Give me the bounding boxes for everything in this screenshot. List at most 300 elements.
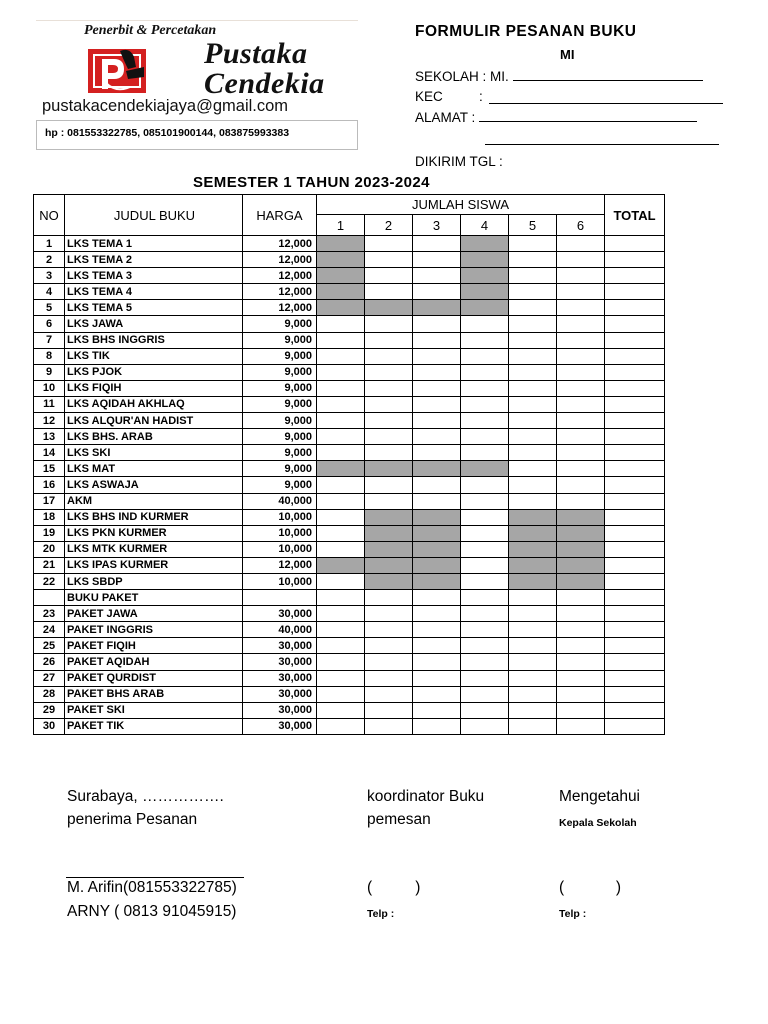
qty-cell-grade-6[interactable] (557, 252, 605, 268)
qty-cell-grade-4[interactable] (461, 606, 509, 622)
row-number: 9 (34, 364, 65, 380)
qty-cell-grade-1[interactable] (317, 348, 365, 364)
book-price: 9,000 (243, 380, 317, 396)
coordinator-signature[interactable]: ( ) (367, 879, 421, 896)
book-price: 30,000 (243, 686, 317, 702)
qty-cell-grade-3 (413, 541, 461, 557)
qty-cell-grade-2[interactable] (365, 493, 413, 509)
qty-cell-grade-3[interactable] (413, 284, 461, 300)
qty-cell-grade-2[interactable] (365, 268, 413, 284)
qty-cell-grade-1[interactable] (317, 396, 365, 412)
qty-cell-grade-2[interactable] (365, 670, 413, 686)
table-row (34, 332, 665, 348)
qty-cell-grade-4[interactable] (461, 332, 509, 348)
qty-cell-grade-2[interactable] (365, 686, 413, 702)
qty-cell-grade-6[interactable] (557, 413, 605, 429)
qty-cell-grade-5[interactable] (509, 380, 557, 396)
qty-cell-grade-2[interactable] (365, 252, 413, 268)
qty-cell-grade-3[interactable] (413, 638, 461, 654)
qty-cell-grade-6[interactable] (557, 445, 605, 461)
qty-cell-grade-6[interactable] (557, 364, 605, 380)
row-number: 20 (34, 541, 65, 557)
qty-cell-grade-5[interactable] (509, 429, 557, 445)
table-header-row (34, 195, 665, 215)
grade-header-3: 3 (413, 215, 461, 236)
row-total-cell[interactable] (605, 670, 665, 686)
qty-cell-grade-5[interactable] (509, 284, 557, 300)
qty-cell-grade-2[interactable] (365, 445, 413, 461)
qty-cell-grade-2[interactable] (365, 332, 413, 348)
qty-cell-grade-6[interactable] (557, 477, 605, 493)
row-number: 11 (34, 396, 65, 412)
qty-cell-grade-4 (461, 461, 509, 477)
qty-cell-grade-4 (461, 252, 509, 268)
row-number: 1 (34, 236, 65, 252)
coordinator-telp[interactable]: Telp : (367, 908, 395, 920)
table-row (34, 413, 665, 429)
qty-cell-grade-2[interactable] (365, 477, 413, 493)
qty-cell-grade-2[interactable] (365, 429, 413, 445)
qty-cell-grade-2 (365, 573, 413, 589)
qty-cell-grade-3[interactable] (413, 718, 461, 734)
qty-cell-grade-1[interactable] (317, 316, 365, 332)
qty-cell-grade-2[interactable] (365, 348, 413, 364)
qty-cell-grade-4[interactable] (461, 509, 509, 525)
book-price: 9,000 (243, 445, 317, 461)
qty-cell-grade-5 (509, 541, 557, 557)
table-row (34, 493, 665, 509)
qty-cell-grade-1[interactable] (317, 364, 365, 380)
qty-cell-grade-3[interactable] (413, 332, 461, 348)
qty-cell-grade-5[interactable] (509, 445, 557, 461)
row-total-cell[interactable] (605, 300, 665, 316)
book-title: BUKU PAKET (65, 590, 243, 606)
qty-cell-grade-4[interactable] (461, 686, 509, 702)
qty-cell-grade-2[interactable] (365, 638, 413, 654)
qty-cell-grade-4[interactable] (461, 396, 509, 412)
qty-cell-grade-3 (413, 573, 461, 589)
row-total-cell[interactable] (605, 332, 665, 348)
row-number: 27 (34, 670, 65, 686)
qty-cell-grade-1[interactable] (317, 445, 365, 461)
qty-cell-grade-6[interactable] (557, 638, 605, 654)
qty-cell-grade-3 (413, 557, 461, 573)
qty-cell-grade-5[interactable] (509, 316, 557, 332)
qty-cell-grade-4 (461, 300, 509, 316)
row-number: 26 (34, 654, 65, 670)
qty-cell-grade-5[interactable] (509, 252, 557, 268)
qty-cell-grade-5[interactable] (509, 300, 557, 316)
qty-cell-grade-4[interactable] (461, 638, 509, 654)
qty-cell-grade-3[interactable] (413, 364, 461, 380)
book-title: PAKET QURDIST (65, 670, 243, 686)
qty-cell-grade-1[interactable] (317, 718, 365, 734)
qty-cell-grade-3[interactable] (413, 606, 461, 622)
qty-cell-grade-4[interactable] (461, 557, 509, 573)
qty-cell-grade-5[interactable] (509, 413, 557, 429)
book-price: 9,000 (243, 316, 317, 332)
qty-cell-grade-4[interactable] (461, 670, 509, 686)
book-price: 9,000 (243, 348, 317, 364)
table-row (34, 590, 665, 606)
qty-cell-grade-6[interactable] (557, 718, 605, 734)
book-title: LKS TEMA 1 (65, 236, 243, 252)
qty-cell-grade-6[interactable] (557, 348, 605, 364)
row-number: 29 (34, 702, 65, 718)
table-row (34, 622, 665, 638)
row-number: 12 (34, 413, 65, 429)
qty-cell-grade-4[interactable] (461, 316, 509, 332)
qty-cell-grade-4[interactable] (461, 525, 509, 541)
row-total-cell[interactable] (605, 268, 665, 284)
row-number: 6 (34, 316, 65, 332)
qty-cell-grade-2[interactable] (365, 702, 413, 718)
book-price: 40,000 (243, 622, 317, 638)
qty-cell-grade-4[interactable] (461, 541, 509, 557)
qty-cell-grade-3[interactable] (413, 236, 461, 252)
qty-cell-grade-1[interactable] (317, 541, 365, 557)
logo-tagline: Penerbit & Percetakan (84, 23, 217, 38)
address-label: ALAMAT : (415, 110, 476, 125)
header-no: NO (34, 195, 65, 236)
qty-cell-grade-6[interactable] (557, 300, 605, 316)
qty-cell-grade-2[interactable] (365, 654, 413, 670)
qty-cell-grade-4[interactable] (461, 493, 509, 509)
row-total-cell[interactable] (605, 493, 665, 509)
book-title: LKS FIQIH (65, 380, 243, 396)
contact-phones: hp : 081553322785, 085101900144, 083875993383 (45, 127, 290, 139)
row-total-cell[interactable] (605, 477, 665, 493)
qty-cell-grade-1[interactable] (317, 380, 365, 396)
row-total-cell[interactable] (605, 236, 665, 252)
qty-cell-grade-6[interactable] (557, 654, 605, 670)
address-field[interactable] (415, 109, 697, 125)
qty-cell-grade-5[interactable] (509, 606, 557, 622)
qty-cell-grade-1[interactable] (317, 429, 365, 445)
address-blank[interactable] (479, 109, 697, 122)
qty-cell-grade-2[interactable] (365, 396, 413, 412)
qty-cell-grade-3[interactable] (413, 316, 461, 332)
row-number: 22 (34, 573, 65, 589)
book-title: LKS SKI (65, 445, 243, 461)
book-price: 30,000 (243, 718, 317, 734)
qty-cell-grade-6[interactable] (557, 461, 605, 477)
school-blank[interactable] (513, 68, 703, 81)
row-number: 7 (34, 332, 65, 348)
qty-cell-grade-5[interactable] (509, 396, 557, 412)
qty-cell-grade-2[interactable] (365, 606, 413, 622)
qty-cell-grade-3[interactable] (413, 396, 461, 412)
qty-cell-grade-4[interactable] (461, 413, 509, 429)
row-total-cell[interactable] (605, 654, 665, 670)
qty-cell-grade-1[interactable] (317, 622, 365, 638)
qty-cell-grade-2[interactable] (365, 413, 413, 429)
qty-cell-grade-5[interactable] (509, 686, 557, 702)
row-total-cell[interactable] (605, 718, 665, 734)
form-subtitle: MI (560, 47, 575, 62)
qty-cell-grade-2[interactable] (365, 236, 413, 252)
table-row (34, 702, 665, 718)
row-total-cell[interactable] (605, 316, 665, 332)
book-price: 9,000 (243, 364, 317, 380)
qty-cell-grade-1[interactable] (317, 606, 365, 622)
qty-cell-grade-6[interactable] (557, 590, 605, 606)
row-total-cell[interactable] (605, 429, 665, 445)
book-price: 40,000 (243, 493, 317, 509)
qty-cell-grade-1 (317, 461, 365, 477)
row-total-cell[interactable] (605, 252, 665, 268)
header-total: TOTAL (605, 195, 665, 236)
row-total-cell[interactable] (605, 364, 665, 380)
qty-cell-grade-1[interactable] (317, 509, 365, 525)
qty-cell-grade-6[interactable] (557, 284, 605, 300)
semester-title: SEMESTER 1 TAHUN 2023-2024 (193, 174, 430, 191)
qty-cell-grade-1[interactable] (317, 670, 365, 686)
header-price: HARGA (243, 195, 317, 236)
qty-cell-grade-1[interactable] (317, 638, 365, 654)
row-total-cell[interactable] (605, 606, 665, 622)
table-row (34, 252, 665, 268)
book-title: AKM (65, 493, 243, 509)
qty-cell-grade-3[interactable] (413, 429, 461, 445)
qty-cell-grade-5[interactable] (509, 461, 557, 477)
qty-cell-grade-2[interactable] (365, 718, 413, 734)
qty-cell-grade-1[interactable] (317, 332, 365, 348)
row-total-cell[interactable] (605, 509, 665, 525)
qty-cell-grade-3 (413, 300, 461, 316)
row-total-cell[interactable] (605, 573, 665, 589)
address-blank-line2[interactable] (485, 144, 719, 145)
qty-cell-grade-5[interactable] (509, 477, 557, 493)
qty-cell-grade-5[interactable] (509, 670, 557, 686)
qty-cell-grade-3[interactable] (413, 413, 461, 429)
qty-cell-grade-4[interactable] (461, 477, 509, 493)
qty-cell-grade-4[interactable] (461, 445, 509, 461)
row-total-cell[interactable] (605, 541, 665, 557)
city-date: Surabaya, ……………. (67, 788, 224, 805)
qty-cell-grade-4[interactable] (461, 348, 509, 364)
book-title: LKS BHS IND KURMER (65, 509, 243, 525)
qty-cell-grade-1[interactable] (317, 702, 365, 718)
qty-cell-grade-1 (317, 284, 365, 300)
qty-cell-grade-1[interactable] (317, 525, 365, 541)
table-row (34, 654, 665, 670)
row-total-cell[interactable] (605, 445, 665, 461)
row-number: 5 (34, 300, 65, 316)
row-number: 16 (34, 477, 65, 493)
qty-cell-grade-5[interactable] (509, 332, 557, 348)
qty-cell-grade-1[interactable] (317, 590, 365, 606)
receiver-signature-line (66, 877, 244, 878)
kec-label: KEC (415, 89, 443, 104)
qty-cell-grade-6[interactable] (557, 702, 605, 718)
qty-cell-grade-1[interactable] (317, 686, 365, 702)
qty-cell-grade-5[interactable] (509, 268, 557, 284)
row-total-cell[interactable] (605, 348, 665, 364)
row-number: 24 (34, 622, 65, 638)
qty-cell-grade-6[interactable] (557, 622, 605, 638)
qty-cell-grade-5[interactable] (509, 622, 557, 638)
qty-cell-grade-3[interactable] (413, 252, 461, 268)
row-total-cell[interactable] (605, 461, 665, 477)
coordinator-label-line1: koordinator Buku (367, 788, 485, 805)
qty-cell-grade-3[interactable] (413, 477, 461, 493)
qty-cell-grade-3[interactable] (413, 445, 461, 461)
qty-cell-grade-6[interactable] (557, 268, 605, 284)
book-title: LKS ALQUR'AN HADIST (65, 413, 243, 429)
qty-cell-grade-4[interactable] (461, 573, 509, 589)
table-row (34, 525, 665, 541)
qty-cell-grade-3[interactable] (413, 493, 461, 509)
school-field[interactable] (415, 68, 703, 84)
qty-cell-grade-4[interactable] (461, 364, 509, 380)
row-total-cell[interactable] (605, 686, 665, 702)
qty-cell-grade-1[interactable] (317, 413, 365, 429)
qty-cell-grade-1[interactable] (317, 573, 365, 589)
qty-cell-grade-3[interactable] (413, 380, 461, 396)
contact-box (36, 120, 358, 150)
qty-cell-grade-1[interactable] (317, 654, 365, 670)
principal-telp[interactable]: Telp : (559, 908, 587, 920)
row-total-cell[interactable] (605, 622, 665, 638)
qty-cell-grade-5[interactable] (509, 590, 557, 606)
qty-cell-grade-2[interactable] (365, 284, 413, 300)
row-total-cell[interactable] (605, 380, 665, 396)
qty-cell-grade-5 (509, 525, 557, 541)
qty-cell-grade-2 (365, 300, 413, 316)
qty-cell-grade-4[interactable] (461, 622, 509, 638)
logo-name-line1: Pustaka (204, 37, 308, 70)
table-row (34, 509, 665, 525)
table-row (34, 573, 665, 589)
book-title: PAKET INGGRIS (65, 622, 243, 638)
qty-cell-grade-6[interactable] (557, 332, 605, 348)
qty-cell-grade-5[interactable] (509, 236, 557, 252)
qty-cell-grade-6[interactable] (557, 316, 605, 332)
header-students: JUMLAH SISWA (317, 195, 605, 215)
logo-email: pustakacendekiajaya@gmail.com (42, 97, 289, 115)
qty-cell-grade-5[interactable] (509, 702, 557, 718)
qty-cell-grade-6[interactable] (557, 380, 605, 396)
book-price: 10,000 (243, 541, 317, 557)
school-label: SEKOLAH : MI. (415, 69, 509, 84)
qty-cell-grade-1[interactable] (317, 493, 365, 509)
table-row (34, 236, 665, 252)
book-price: 12,000 (243, 268, 317, 284)
qty-cell-grade-6[interactable] (557, 686, 605, 702)
qty-cell-grade-4[interactable] (461, 654, 509, 670)
row-number: 19 (34, 525, 65, 541)
row-total-cell[interactable] (605, 638, 665, 654)
qty-cell-grade-6 (557, 573, 605, 589)
book-price: 10,000 (243, 525, 317, 541)
row-total-cell[interactable] (605, 590, 665, 606)
qty-cell-grade-2[interactable] (365, 590, 413, 606)
book-title: PAKET FIQIH (65, 638, 243, 654)
book-title: PAKET TIK (65, 718, 243, 734)
qty-cell-grade-1 (317, 300, 365, 316)
qty-cell-grade-5[interactable] (509, 493, 557, 509)
qty-cell-grade-6[interactable] (557, 236, 605, 252)
form-title: FORMULIR PESANAN BUKU (415, 23, 637, 40)
qty-cell-grade-2[interactable] (365, 622, 413, 638)
book-title: LKS MTK KURMER (65, 541, 243, 557)
qty-cell-grade-2[interactable] (365, 364, 413, 380)
row-total-cell[interactable] (605, 557, 665, 573)
row-total-cell[interactable] (605, 702, 665, 718)
row-number: 10 (34, 380, 65, 396)
qty-cell-grade-5[interactable] (509, 364, 557, 380)
book-title: LKS AQIDAH AKHLAQ (65, 396, 243, 412)
table-row (34, 541, 665, 557)
row-total-cell[interactable] (605, 396, 665, 412)
order-table-body (34, 195, 665, 735)
table-row (34, 396, 665, 412)
principal-signature[interactable]: ( ) (559, 879, 621, 896)
book-price (243, 590, 317, 606)
qty-cell-grade-2[interactable] (365, 380, 413, 396)
coordinator-label-line2: pemesan (367, 811, 431, 828)
qty-cell-grade-3[interactable] (413, 268, 461, 284)
grade-header-6: 6 (557, 215, 605, 236)
qty-cell-grade-3 (413, 461, 461, 477)
qty-cell-grade-3[interactable] (413, 590, 461, 606)
qty-cell-grade-5[interactable] (509, 638, 557, 654)
kec-blank[interactable] (489, 91, 723, 104)
qty-cell-grade-4[interactable] (461, 718, 509, 734)
row-total-cell[interactable] (605, 413, 665, 429)
qty-cell-grade-3[interactable] (413, 686, 461, 702)
qty-cell-grade-3[interactable] (413, 702, 461, 718)
qty-cell-grade-6[interactable] (557, 606, 605, 622)
row-number: 25 (34, 638, 65, 654)
row-total-cell[interactable] (605, 284, 665, 300)
kec-field[interactable] (415, 89, 483, 104)
qty-cell-grade-4[interactable] (461, 702, 509, 718)
qty-cell-grade-2 (365, 509, 413, 525)
qty-cell-grade-3[interactable] (413, 348, 461, 364)
table-row (34, 461, 665, 477)
row-total-cell[interactable] (605, 525, 665, 541)
book-price: 9,000 (243, 413, 317, 429)
qty-cell-grade-6[interactable] (557, 396, 605, 412)
publisher-logo (36, 20, 358, 119)
qty-cell-grade-1[interactable] (317, 477, 365, 493)
qty-cell-grade-3[interactable] (413, 622, 461, 638)
qty-cell-grade-6[interactable] (557, 429, 605, 445)
qty-cell-grade-4[interactable] (461, 429, 509, 445)
qty-cell-grade-5[interactable] (509, 718, 557, 734)
qty-cell-grade-3[interactable] (413, 654, 461, 670)
qty-cell-grade-4 (461, 284, 509, 300)
qty-cell-grade-2[interactable] (365, 316, 413, 332)
book-price: 30,000 (243, 606, 317, 622)
table-row (34, 316, 665, 332)
qty-cell-grade-6[interactable] (557, 670, 605, 686)
qty-cell-grade-4[interactable] (461, 380, 509, 396)
receiver-name1: M. Arifin(081553322785) (67, 879, 237, 896)
book-title: LKS IPAS KURMER (65, 557, 243, 573)
qty-cell-grade-6[interactable] (557, 493, 605, 509)
qty-cell-grade-3[interactable] (413, 670, 461, 686)
qty-cell-grade-4[interactable] (461, 590, 509, 606)
qty-cell-grade-5[interactable] (509, 348, 557, 364)
book-price: 12,000 (243, 236, 317, 252)
row-number: 2 (34, 252, 65, 268)
row-number: 13 (34, 429, 65, 445)
qty-cell-grade-5[interactable] (509, 654, 557, 670)
book-price: 30,000 (243, 654, 317, 670)
